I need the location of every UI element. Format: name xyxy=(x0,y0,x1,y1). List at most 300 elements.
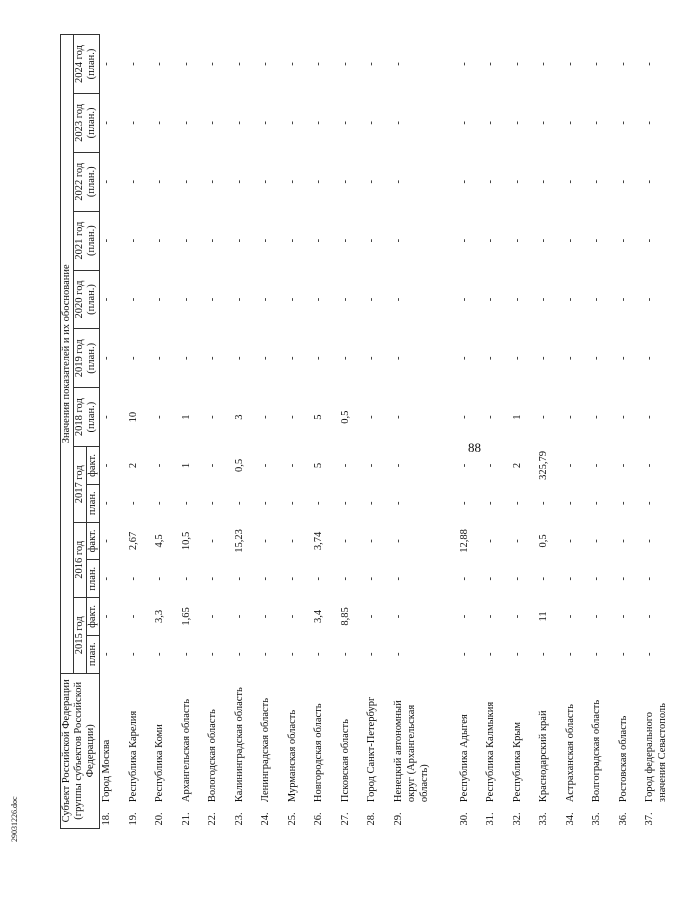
subject-name: Ненецкий автономный округ (Архангельская область) xyxy=(392,700,430,803)
value-cell: 5 xyxy=(313,414,324,420)
subject-column-header: Субъект Российской Федерации (группы субъектов Российской Федерации) xyxy=(61,673,100,828)
value-cell: - xyxy=(366,501,377,505)
value-cell: - xyxy=(366,238,377,243)
value-cell: - xyxy=(154,576,165,581)
subject-name: Республика Карелия xyxy=(127,710,139,803)
value-cell: 4,5 xyxy=(154,534,165,548)
value-cell: - xyxy=(233,180,245,184)
value-cell: - xyxy=(180,501,192,505)
subject-name: Республика Адыгея xyxy=(458,714,470,803)
value-cell: - xyxy=(313,356,324,361)
value-cell: - xyxy=(564,180,576,184)
value-cell: - xyxy=(180,297,192,302)
row-number: 23. xyxy=(233,812,245,826)
value-cell: - xyxy=(366,652,377,656)
value-cell: - xyxy=(180,576,192,581)
value-cell: - xyxy=(644,238,655,243)
value-cell: - xyxy=(538,180,549,184)
value-cell: - xyxy=(366,180,377,184)
value-cell: - xyxy=(180,356,192,361)
value-cell: - xyxy=(617,121,629,125)
value-cell: - xyxy=(591,62,602,66)
value-cell: - xyxy=(458,62,470,66)
value-cell: - xyxy=(485,62,496,66)
value-cell: - xyxy=(511,238,523,243)
value-cell: 0,5 xyxy=(339,410,351,424)
value-cell: - xyxy=(538,297,549,302)
value-cell: - xyxy=(591,614,602,619)
value-cell: - xyxy=(154,501,165,505)
value-cell: - xyxy=(180,121,192,125)
value-cell: - xyxy=(154,121,165,125)
value-cell: - xyxy=(286,576,298,581)
value-cell: - xyxy=(564,62,576,66)
value-cell: - xyxy=(180,180,192,184)
value-cell: 3,74 xyxy=(313,531,324,551)
year-header: 2015 год xyxy=(74,598,87,674)
value-cell: - xyxy=(207,121,218,125)
value-cell: - xyxy=(101,356,112,361)
value-cell: - xyxy=(617,576,629,581)
value-cell: - xyxy=(154,356,165,361)
value-cell: - xyxy=(511,121,523,125)
value-cell: - xyxy=(458,297,470,302)
value-cell: - xyxy=(180,62,192,66)
value-cell: - xyxy=(233,576,245,581)
subject-name: Вологодская область xyxy=(207,709,218,803)
value-cell: - xyxy=(154,62,165,66)
value-cell: - xyxy=(233,501,245,505)
table-header xyxy=(61,35,100,829)
value-cell: - xyxy=(233,614,245,619)
subject-name: Город Москва xyxy=(101,739,112,803)
row-number: 30. xyxy=(458,812,470,826)
value-cell: - xyxy=(207,415,218,419)
table-row xyxy=(233,35,260,829)
table-row xyxy=(180,35,207,829)
table-row xyxy=(643,35,683,829)
value-cell: - xyxy=(511,356,523,361)
value-cell: - xyxy=(644,297,655,302)
value-cell: - xyxy=(511,297,523,302)
year-header: 2017 год xyxy=(74,447,87,523)
value-cell: - xyxy=(366,614,377,619)
value-cell: - xyxy=(339,238,351,243)
value-cell: - xyxy=(511,652,523,656)
row-number: 32. xyxy=(511,812,523,826)
value-cell: - xyxy=(485,356,496,361)
value-cell: - xyxy=(538,576,549,581)
value-cell: - xyxy=(644,121,655,125)
table-row xyxy=(259,35,286,829)
value-cell: 1 xyxy=(511,414,523,420)
value-cell: - xyxy=(101,62,112,66)
plan-year-header: 2021 год (план.) xyxy=(74,211,100,270)
value-cell: - xyxy=(207,62,218,66)
value-cell: - xyxy=(617,62,629,66)
value-cell: - xyxy=(392,652,404,656)
value-cell: - xyxy=(101,463,112,468)
value-cell: - xyxy=(485,614,496,619)
row-number: 21. xyxy=(180,812,192,826)
value-cell: - xyxy=(101,576,112,581)
row-number: 22. xyxy=(207,812,218,826)
row-number: 37. xyxy=(644,812,655,826)
value-cell: - xyxy=(458,238,470,243)
value-cell: - xyxy=(260,297,271,302)
value-cell: - xyxy=(127,576,139,581)
subject-name: Республика Калмыкия xyxy=(485,701,496,803)
value-cell: - xyxy=(591,415,602,419)
value-cell: - xyxy=(260,539,271,543)
table-row xyxy=(590,35,617,829)
value-cell: - xyxy=(458,356,470,361)
row-number: 18. xyxy=(101,812,112,826)
value-cell: - xyxy=(485,463,496,468)
value-cell: - xyxy=(313,501,324,505)
value-cell: - xyxy=(564,297,576,302)
value-cell: - xyxy=(511,614,523,619)
value-cell: - xyxy=(260,356,271,361)
subcolumn-header: факт. xyxy=(87,447,100,485)
value-cell: - xyxy=(101,652,112,656)
value-cell: - xyxy=(260,501,271,505)
row-number: 35. xyxy=(591,812,602,826)
value-cell: - xyxy=(617,614,629,619)
value-cell: - xyxy=(485,121,496,125)
table-row xyxy=(458,35,485,829)
value-cell: - xyxy=(485,415,496,419)
value-cell: - xyxy=(286,463,298,468)
subcolumn-header: план. xyxy=(87,560,100,598)
value-cell: - xyxy=(286,415,298,419)
value-cell: - xyxy=(286,238,298,243)
value-cell: - xyxy=(617,652,629,656)
value-cell: - xyxy=(207,356,218,361)
value-cell: - xyxy=(538,415,549,419)
value-cell: - xyxy=(511,62,523,66)
value-cell: - xyxy=(458,576,470,581)
value-cell: - xyxy=(339,576,351,581)
subject-name: Ленинградская область xyxy=(260,697,271,803)
value-cell: - xyxy=(366,297,377,302)
value-cell: - xyxy=(339,62,351,66)
value-cell: - xyxy=(564,356,576,361)
row-number: 24. xyxy=(260,812,271,826)
value-cell: - xyxy=(458,463,470,468)
value-cell: - xyxy=(591,539,602,543)
value-cell: - xyxy=(485,238,496,243)
value-cell: - xyxy=(339,121,351,125)
page-number: 88 xyxy=(468,440,481,455)
value-cell: - xyxy=(458,652,470,656)
value-cell: - xyxy=(591,356,602,361)
subject-name: Новгородская область xyxy=(313,703,324,803)
value-cell: - xyxy=(313,180,324,184)
subject-name: Республика Коми xyxy=(154,724,165,803)
value-cell: - xyxy=(313,576,324,581)
value-cell: - xyxy=(154,415,165,419)
value-cell: - xyxy=(127,238,139,243)
value-cell: - xyxy=(538,121,549,125)
table-row xyxy=(286,35,313,829)
value-cell: - xyxy=(260,180,271,184)
value-cell: - xyxy=(260,121,271,125)
value-cell: 12,88 xyxy=(458,529,470,553)
value-cell: - xyxy=(392,180,404,184)
value-cell: - xyxy=(538,238,549,243)
value-cell: - xyxy=(392,297,404,302)
value-cell: 10 xyxy=(127,411,139,423)
table-row xyxy=(339,35,366,829)
value-cell: - xyxy=(101,415,112,419)
value-cell: - xyxy=(458,415,470,419)
subject-name: Город Санкт-Петербург xyxy=(366,696,377,803)
table-row xyxy=(537,35,564,829)
value-cell: - xyxy=(207,297,218,302)
value-cell: - xyxy=(591,238,602,243)
value-cell: - xyxy=(564,238,576,243)
value-cell: - xyxy=(485,652,496,656)
value-cell: - xyxy=(207,614,218,619)
subcolumn-header: факт. xyxy=(87,598,100,636)
value-cell: - xyxy=(392,501,404,505)
value-cell: - xyxy=(260,576,271,581)
value-cell: - xyxy=(101,180,112,184)
value-cell: - xyxy=(154,463,165,468)
value-cell: - xyxy=(564,576,576,581)
plan-year-header: 2018 год (план.) xyxy=(74,388,100,447)
value-cell: - xyxy=(260,62,271,66)
subject-name: Ростовская область xyxy=(617,715,629,803)
value-cell: - xyxy=(260,238,271,243)
value-cell: - xyxy=(313,652,324,656)
value-cell: - xyxy=(260,415,271,419)
value-cell: - xyxy=(564,463,576,468)
value-cell: - xyxy=(366,121,377,125)
value-cell: - xyxy=(366,415,377,419)
value-cell: - xyxy=(233,356,245,361)
value-cell: 2 xyxy=(127,462,139,469)
value-cell: - xyxy=(286,356,298,361)
subject-name: Архангельская область xyxy=(180,699,192,803)
value-cell: - xyxy=(339,180,351,184)
value-cell: - xyxy=(591,463,602,468)
value-cell: 0,5 xyxy=(233,458,245,472)
values-group-header: Значения показателей и их обоснование xyxy=(61,35,74,674)
value-cell: 2 xyxy=(511,462,523,469)
value-cell: - xyxy=(154,652,165,656)
row-number: 20. xyxy=(154,812,165,826)
value-cell: - xyxy=(366,356,377,361)
value-cell: - xyxy=(485,539,496,543)
value-cell: - xyxy=(538,501,549,505)
table-body xyxy=(100,35,683,829)
value-cell: - xyxy=(644,652,655,656)
value-cell: - xyxy=(617,180,629,184)
value-cell: - xyxy=(339,463,351,468)
value-cell: - xyxy=(591,297,602,302)
value-cell: - xyxy=(339,539,351,543)
value-cell: - xyxy=(260,652,271,656)
value-cell: - xyxy=(392,614,404,619)
value-cell: - xyxy=(644,62,655,66)
value-cell: - xyxy=(564,415,576,419)
value-cell: 1,65 xyxy=(180,607,192,626)
value-cell: - xyxy=(617,415,629,419)
value-cell: - xyxy=(207,539,218,543)
value-cell: - xyxy=(392,62,404,66)
table-row xyxy=(206,35,233,829)
table-row xyxy=(511,35,538,829)
value-cell: - xyxy=(392,415,404,419)
value-cell: - xyxy=(101,297,112,302)
value-cell: - xyxy=(458,614,470,619)
subject-name: Псковская область xyxy=(339,719,351,803)
value-cell: - xyxy=(591,180,602,184)
value-cell: - xyxy=(366,62,377,66)
subject-name: Краснодарский край xyxy=(538,710,549,803)
plan-year-header: 2024 год (план.) xyxy=(74,35,100,94)
value-cell: - xyxy=(644,576,655,581)
value-cell: 0,5 xyxy=(538,534,549,548)
subcolumn-header: план. xyxy=(87,635,100,673)
value-cell: - xyxy=(260,463,271,468)
value-cell: - xyxy=(313,121,324,125)
subject-name: Калининградская область xyxy=(233,687,245,803)
value-cell: - xyxy=(339,501,351,505)
plan-year-header: 2022 год (план.) xyxy=(74,152,100,211)
value-cell: - xyxy=(233,62,245,66)
subcolumn-header: план. xyxy=(87,484,100,522)
value-cell: - xyxy=(485,501,496,505)
value-cell: - xyxy=(591,121,602,125)
value-cell: - xyxy=(101,238,112,243)
subject-name: Мурманская область xyxy=(286,709,298,803)
value-cell: 325,79 xyxy=(538,451,549,480)
value-cell: 8,85 xyxy=(339,607,351,626)
table-row xyxy=(617,35,644,829)
plan-year-header: 2019 год (план.) xyxy=(74,329,100,388)
value-cell: - xyxy=(101,501,112,505)
value-cell: - xyxy=(564,121,576,125)
value-cell: - xyxy=(286,297,298,302)
value-cell: - xyxy=(339,356,351,361)
value-cell: - xyxy=(644,614,655,619)
table-row xyxy=(564,35,591,829)
row-number: 31. xyxy=(485,812,496,826)
value-cell: 3 xyxy=(233,414,245,420)
value-cell: - xyxy=(127,652,139,656)
value-cell: - xyxy=(591,652,602,656)
plan-year-header: 2023 год (план.) xyxy=(74,94,100,153)
row-number: 34. xyxy=(564,812,576,826)
value-cell: - xyxy=(366,463,377,468)
value-cell: - xyxy=(617,539,629,543)
value-cell: - xyxy=(617,501,629,505)
row-number: 33. xyxy=(538,812,549,826)
value-cell: 11 xyxy=(538,611,549,622)
value-cell: - xyxy=(644,180,655,184)
value-cell: - xyxy=(286,501,298,505)
value-cell: - xyxy=(564,614,576,619)
value-cell: - xyxy=(127,356,139,361)
value-cell: - xyxy=(538,652,549,656)
table-row xyxy=(312,35,339,829)
value-cell: - xyxy=(644,415,655,419)
value-cell: - xyxy=(313,238,324,243)
value-cell: - xyxy=(392,238,404,243)
value-cell: - xyxy=(286,180,298,184)
row-number: 29. xyxy=(392,812,404,826)
value-cell: 15,23 xyxy=(233,529,245,553)
row-number: 25. xyxy=(286,812,298,826)
value-cell: - xyxy=(207,238,218,243)
value-cell: - xyxy=(101,614,112,619)
value-cell: - xyxy=(207,180,218,184)
value-cell: - xyxy=(127,501,139,505)
value-cell: - xyxy=(154,180,165,184)
value-cell: - xyxy=(286,539,298,543)
table-row xyxy=(365,35,392,829)
value-cell: - xyxy=(458,501,470,505)
table-row xyxy=(484,35,511,829)
value-cell: - xyxy=(392,121,404,125)
value-cell: - xyxy=(127,180,139,184)
value-cell: - xyxy=(511,180,523,184)
value-cell: - xyxy=(313,62,324,66)
value-cell: - xyxy=(233,652,245,656)
value-cell: - xyxy=(485,297,496,302)
value-cell: - xyxy=(392,463,404,468)
year-header: 2016 год xyxy=(74,522,87,598)
value-cell: 5 xyxy=(313,462,324,469)
value-cell: - xyxy=(154,297,165,302)
value-cell: - xyxy=(207,576,218,581)
value-cell: - xyxy=(233,121,245,125)
value-cell: - xyxy=(564,652,576,656)
value-cell: - xyxy=(617,463,629,468)
value-cell: - xyxy=(644,356,655,361)
value-cell: - xyxy=(392,539,404,543)
value-cell: - xyxy=(564,539,576,543)
indicators-table xyxy=(60,34,683,829)
value-cell: - xyxy=(233,238,245,243)
subject-name: Город федерального значения Севастополь xyxy=(644,703,668,803)
value-cell: - xyxy=(366,576,377,581)
value-cell: - xyxy=(644,539,655,543)
value-cell: - xyxy=(286,62,298,66)
value-cell: - xyxy=(458,121,470,125)
value-cell: - xyxy=(392,576,404,581)
value-cell: - xyxy=(127,614,139,619)
value-cell: - xyxy=(154,238,165,243)
value-cell: - xyxy=(180,238,192,243)
row-number: 27. xyxy=(339,812,351,826)
footer-filename: 29031226.doc xyxy=(10,796,19,842)
value-cell: - xyxy=(644,463,655,468)
value-cell: - xyxy=(313,297,324,302)
value-cell: - xyxy=(366,539,377,543)
value-cell: - xyxy=(127,121,139,125)
value-cell: - xyxy=(286,121,298,125)
value-cell: - xyxy=(485,180,496,184)
value-cell: 1 xyxy=(180,462,192,469)
value-cell: - xyxy=(207,501,218,505)
value-cell: - xyxy=(101,121,112,125)
value-cell: - xyxy=(617,356,629,361)
table-row xyxy=(100,35,127,829)
